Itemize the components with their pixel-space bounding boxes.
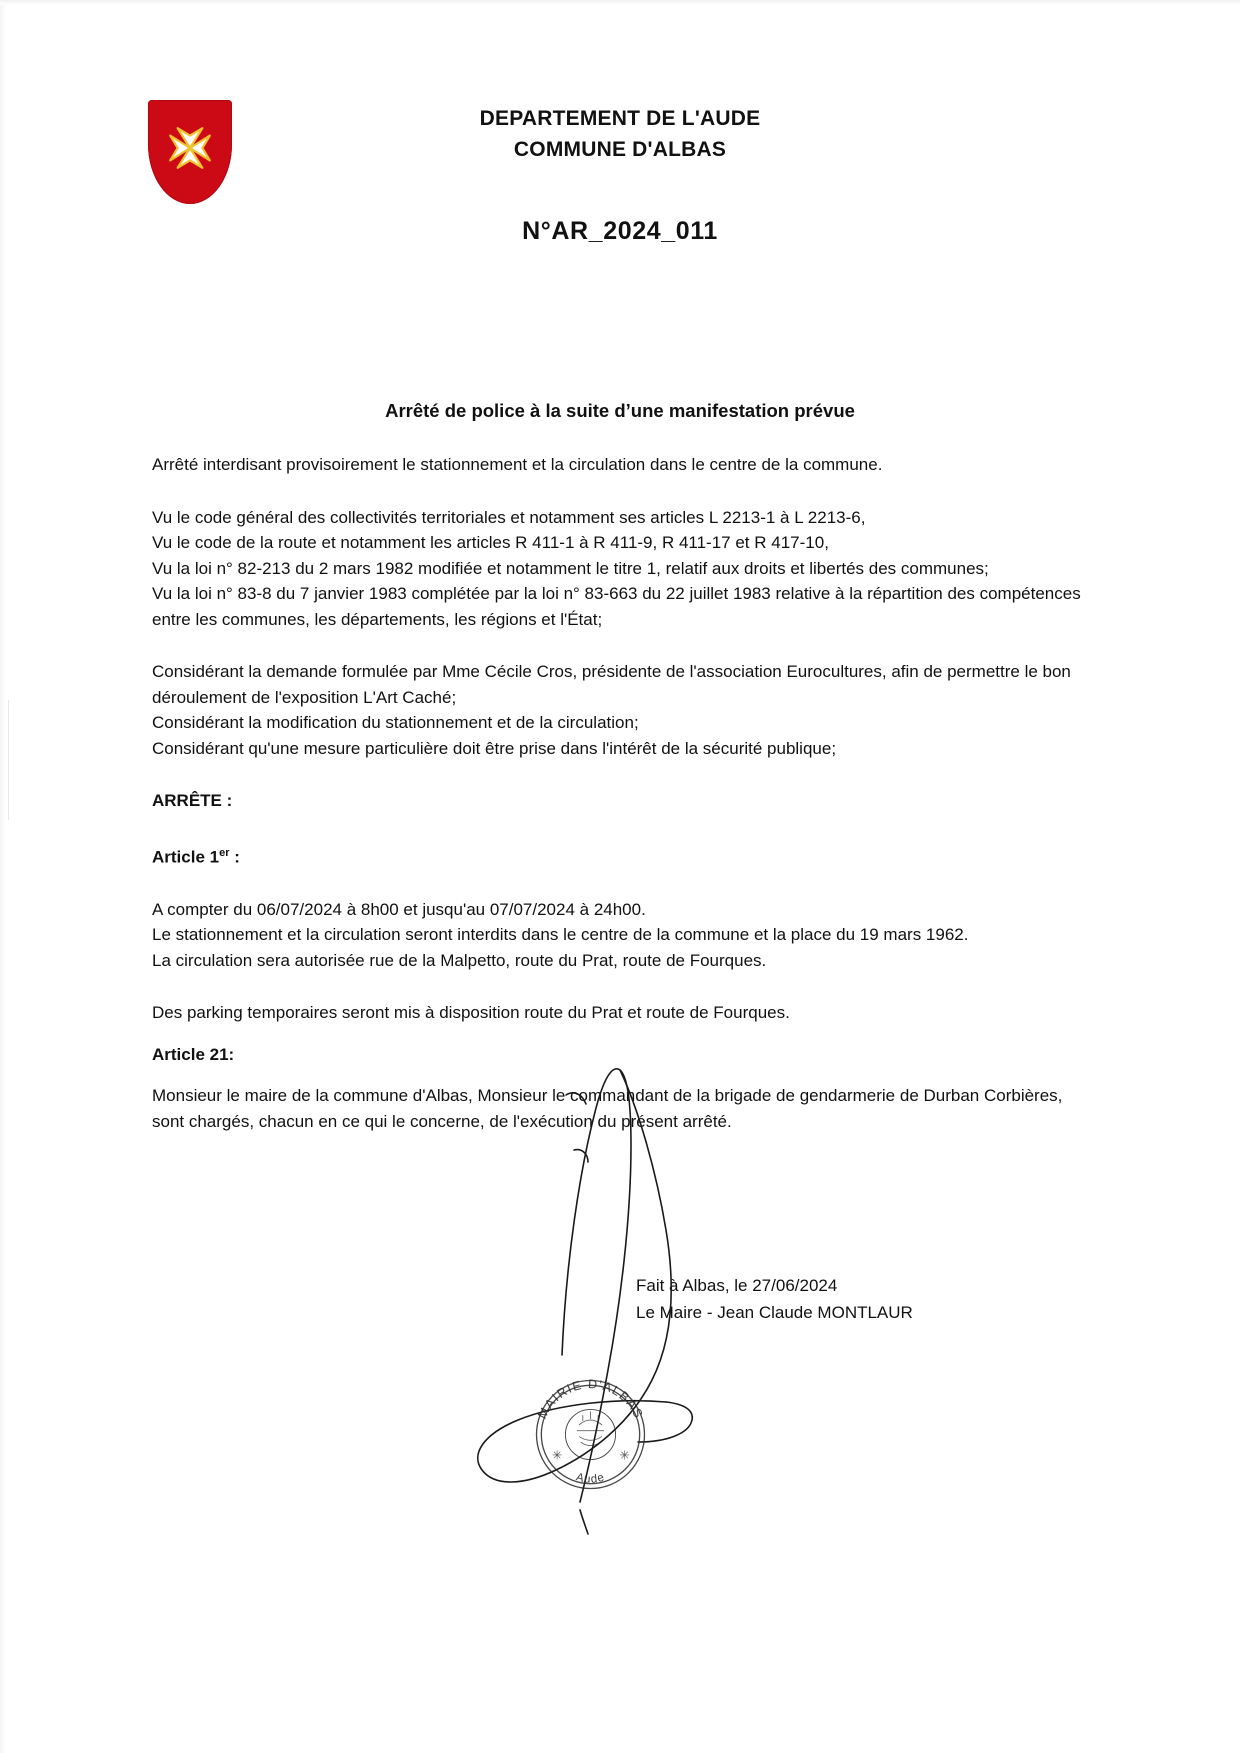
visa-line: Vu la loi n° 82-213 du 2 mars 1982 modifiée et notamment le titre 1, relatif aux droits et libertés des communes;	[152, 558, 989, 578]
document-subtitle: Arrêté interdisant provisoirement le stationnement et la circulation dans le centre de la commune.	[152, 455, 883, 474]
article-1-heading	[152, 841, 1082, 870]
official-stamp	[523, 1367, 658, 1502]
commune-title: COMMUNE D'ALBAS	[513, 138, 727, 161]
article-1-heading-sup: er	[219, 846, 230, 859]
article-1-line: Le stationnement et la circulation seront interdits dans le centre de la commune et la place du 19 mars 1962.	[152, 925, 969, 945]
svg-text:✳: ✳	[551, 1448, 563, 1463]
visa-line: Vu le code de la route et notamment les articles R 411-1 à R 411-9, R 411-17 et R 417-10,	[152, 533, 829, 552]
stamp-bottom-text: Aude	[574, 1471, 607, 1486]
visa-line: Vu la loi n° 83-8 du 7 janvier 1983 complétée par la loi n° 83-663 du 22 juillet 1983 relative à la répartition des compétences entre les communes, les départements, les régions et l'État;	[152, 584, 1081, 629]
scan-edge-top	[0, 0, 1240, 5]
svg-text:MAIRIE D'ALBAS	[535, 1377, 646, 1421]
document-body	[152, 452, 1082, 1134]
article-1-line: La circulation sera autorisée rue de la Malpetto, route du Prat, route de Fourques.	[152, 950, 767, 970]
header-titles	[0, 103, 1240, 165]
signature-block	[636, 1272, 913, 1326]
svg-text:Aude	[575, 1471, 607, 1486]
visa-line: Vu le code général des collectivités territoriales et notamment ses articles L 2213-1 à L 2213-6,	[152, 507, 866, 527]
considerant-line: Considérant la modification du stationnement et de la circulation;	[152, 713, 639, 732]
stamp-top-text: MAIRIE D'ALBAS	[535, 1377, 646, 1422]
signature-place-date: Fait à Albas, le 27/06/2024	[636, 1276, 838, 1295]
scan-artifact-line	[8, 700, 9, 820]
article-1-extra-line: Des parking temporaires seront mis à disposition route du Prat et route de Fourques.	[152, 1003, 790, 1023]
svg-text:✳: ✳	[619, 1448, 630, 1463]
article-2-text: Monsieur le maire de la commune d'Albas, Monsieur le commandant de la brigade de gendarmerie de Durban Corbières, sont chargés, chacun en ce qui le concerne, de l'exécution du présent arrêté.	[152, 1086, 1063, 1131]
considerant-line: Considérant la demande formulée par Mme Cécile Cros, présidente de l'association Eurocultures, afin de permettre le bon déroulement de l'exposition L'Art Caché;	[152, 662, 1071, 707]
department-title: DEPARTEMENT DE L'AUDE	[479, 107, 761, 130]
article-1-line: A compter du 06/07/2024 à 8h00 et jusqu'au 07/07/2024 à 24h00.	[152, 899, 646, 919]
decree-reference-number: N°AR_2024_011	[522, 217, 718, 245]
scan-edge-left	[0, 0, 6, 1753]
decision-keyword: ARRÊTE :	[152, 791, 233, 810]
article-2-heading: Article 21:	[152, 1044, 235, 1064]
article-1-heading-prefix: Article 1	[152, 847, 220, 867]
document-header	[0, 95, 1240, 245]
signature-signer-name: Le Maire - Jean Claude MONTLAUR	[636, 1303, 913, 1322]
considerant-line: Considérant qu'une mesure particulière doit être prise dans l'intérêt de la sécurité publique;	[152, 738, 837, 758]
article-1-heading-suffix: :	[229, 847, 240, 867]
page-title: Arrêté de police à la suite d’une manifestation prévue	[385, 400, 855, 421]
